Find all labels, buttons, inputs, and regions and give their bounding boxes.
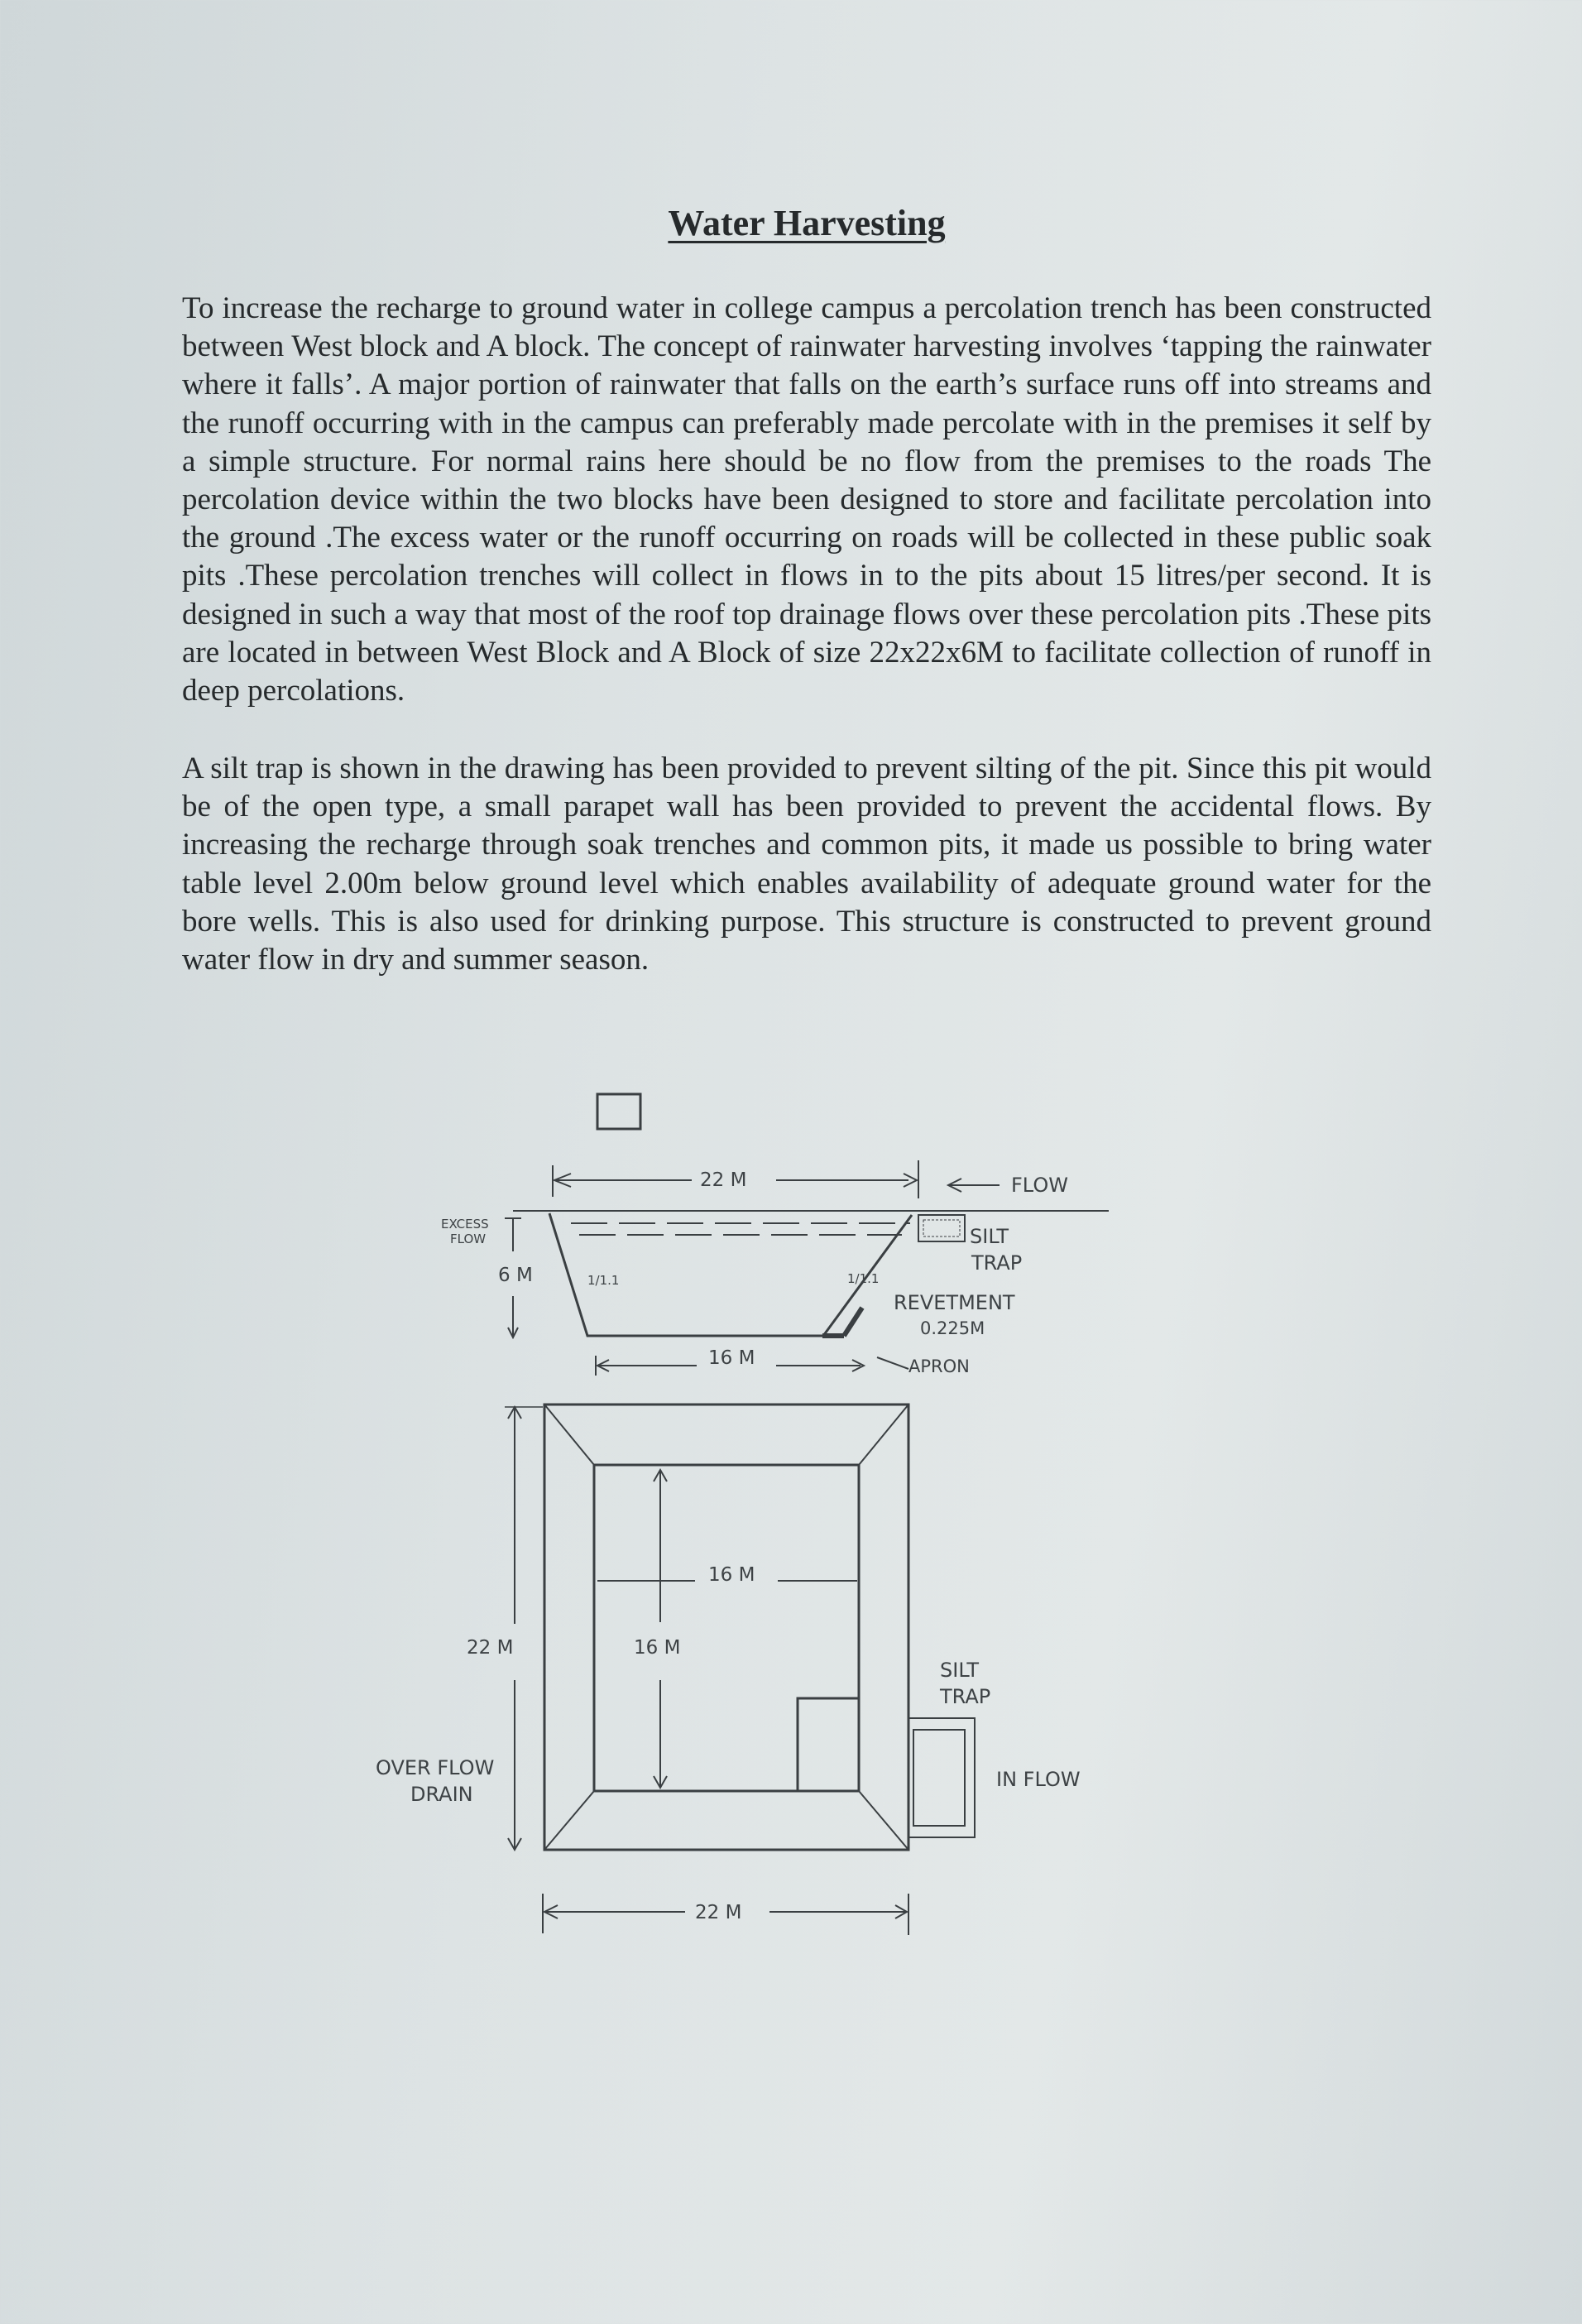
section-bottom-width: 16 M bbox=[708, 1347, 755, 1369]
plan-outer-width: 22 M bbox=[695, 1902, 742, 1923]
page-title: Water Harvesting bbox=[668, 203, 946, 243]
marker-square bbox=[597, 1094, 640, 1129]
section-flow: FLOW bbox=[1011, 1174, 1068, 1197]
section-revetment-thickness: 0.225M bbox=[920, 1318, 985, 1338]
section-depth: 6 M bbox=[498, 1265, 533, 1286]
section-slope-left: 1/1.1 bbox=[587, 1273, 620, 1288]
section-silt-trap: SILT TRAP bbox=[970, 1225, 1023, 1275]
plan-in-flow: IN FLOW bbox=[996, 1768, 1081, 1791]
plan-overflow-drain: OVER FLOW DRAIN bbox=[376, 1756, 495, 1806]
plan-view bbox=[376, 1404, 1081, 1935]
body-paragraph-1: To increase the recharge to ground water in college campus a percolation trench has been constructed between West block and A block. The concept of rainwater harvesting involves ‘tapping the rainwater where it falls’. A major portion of rainwater that falls on the earth’s surface runs off into streams and the runoff occurring with in the campus can preferably made percolate with in the premises it self by a simple structure. For normal rains here should be no flow from the premises to the roads The percolation device within the two blocks have been designed to store and facilitate percolation into the ground .The excess water or the runoff occurring on roads will be collected in these public soak pits .These percolation trenches will collect in flows in to the pits about 15 litres/per second. It is designed in such a way that most of the roof top drainage flows over these percolation pits .These pits are located in between West Block and A Block of size 22x22x6M to facilitate collection of runoff in deep percolations. bbox=[182, 291, 1431, 708]
section-slope-right: 1/1.1 bbox=[847, 1271, 880, 1286]
body-paragraph-2: A silt trap is shown in the drawing has been provided to prevent silting of the pit. Since this pit would be of the open type, a small parapet wall has been provided to prevent the accidental flows. By increasing the recharge through soak trenches and common pits, it made us possible to bring water table level 2.00m below ground level which enables availability of adequate ground water for the bore wells. This is also used for drinking purpose. This structure is constructed to prevent ground water flow in dry and summer season. bbox=[182, 751, 1431, 977]
section-top-width: 22 M bbox=[700, 1169, 747, 1191]
plan-inner-width: 16 M bbox=[708, 1564, 755, 1586]
plan-inner-height: 16 M bbox=[634, 1637, 681, 1659]
section-revetment: REVETMENT bbox=[894, 1291, 1015, 1314]
plan-silt-trap: SILT TRAP bbox=[940, 1659, 991, 1708]
cross-section bbox=[441, 1160, 1109, 1376]
section-excess-flow: EXCESS FLOW bbox=[441, 1217, 489, 1246]
plan-outer-height: 22 M bbox=[467, 1637, 514, 1659]
section-apron: APRON bbox=[908, 1356, 970, 1376]
